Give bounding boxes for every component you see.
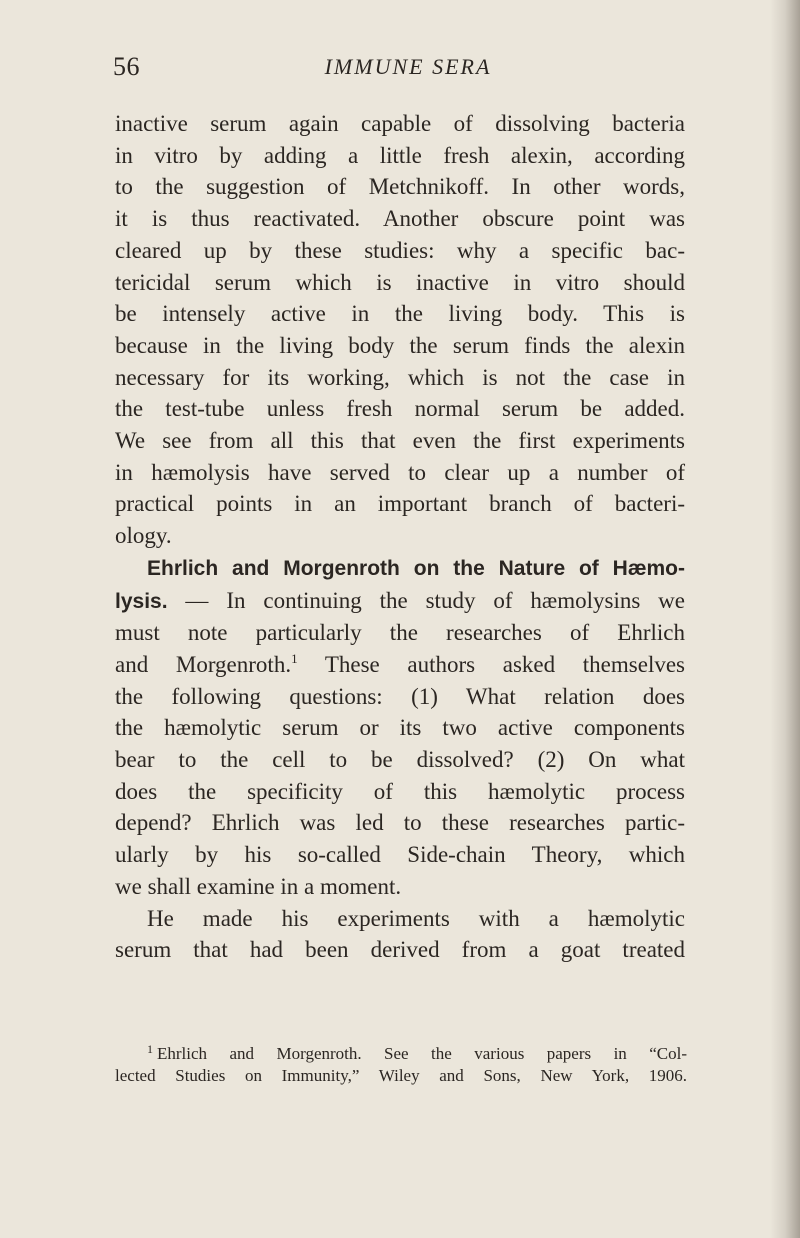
text-line: be intensely active in the living body. This is (115, 301, 685, 327)
paragraph-start: — In continuing the study of hæmolysins we (167, 587, 685, 613)
section-heading: Ehrlich and Morgenroth on the Nature of Hæmo- (147, 556, 685, 580)
text-line: practical points in an important branch of bacteri- (115, 491, 685, 517)
footnote (115, 1038, 687, 1087)
text-line: tericidal serum which is inactive in vitro should (115, 269, 685, 295)
text-line: to the suggestion of Metchnikoff. In other words, (115, 174, 685, 200)
section-heading-end: lysis. (115, 589, 168, 613)
text-line: the following questions: (1) What relation does (115, 683, 685, 709)
text-line (115, 585, 685, 618)
text-line: it is thus reactivated. Another obscure point was (115, 206, 685, 232)
text-line: in vitro by adding a little fresh alexin, according (115, 142, 685, 168)
text-line (115, 649, 685, 681)
text-line: bear to the cell to be dissolved? (2) On what (115, 747, 685, 773)
text-fragment: These authors asked themselves (297, 651, 685, 677)
running-head: IMMUNE SERA (324, 54, 492, 79)
text-line: necessary for its working, which is not the case in (115, 364, 685, 390)
page-header (113, 48, 703, 88)
text-line: the hæmolytic serum or its two active components (115, 715, 685, 741)
body-text (115, 108, 685, 966)
text-line: We see from all this that even the first experiments (115, 428, 685, 454)
text-line: because in the living body the serum finds the alexin (115, 332, 685, 358)
text-line: inactive serum again capable of dissolving bacteria (115, 111, 685, 136)
footnote-line: lected Studies on Immunity,” Wiley and Sons, New York, 1906. (115, 1066, 687, 1085)
text-line: depend? Ehrlich was led to these researches partic- (115, 810, 685, 836)
text-line: ology. (115, 523, 172, 549)
text-line: ularly by his so-called Side-chain Theory, which (115, 842, 685, 868)
text-line: in hæmolysis have served to clear up a number of (115, 459, 685, 485)
text-line: we shall examine in a moment. (115, 873, 402, 899)
footnote-marker: 1 (147, 1042, 153, 1056)
text-line: He made his experiments with a hæmolytic (147, 905, 685, 931)
text-line: cleared up by these studies: why a specific bac- (115, 237, 685, 263)
page-number: 56 (113, 52, 140, 81)
footnote-line (115, 1038, 687, 1065)
page-edge-shadow (770, 0, 800, 1238)
footnote-text: Ehrlich and Morgenroth. See the various papers in “Col- (157, 1044, 687, 1063)
text-line: serum that had been derived from a goat treated (115, 937, 685, 963)
footnote-reference: 1 (291, 650, 298, 666)
text-fragment: and Morgenroth. (115, 651, 292, 677)
section-heading-line (115, 552, 685, 585)
text-line: does the specificity of this hæmolytic process (115, 778, 685, 804)
text-line: must note particularly the researches of Ehrlich (115, 620, 685, 646)
text-line: the test-tube unless fresh normal serum be added. (115, 396, 685, 422)
